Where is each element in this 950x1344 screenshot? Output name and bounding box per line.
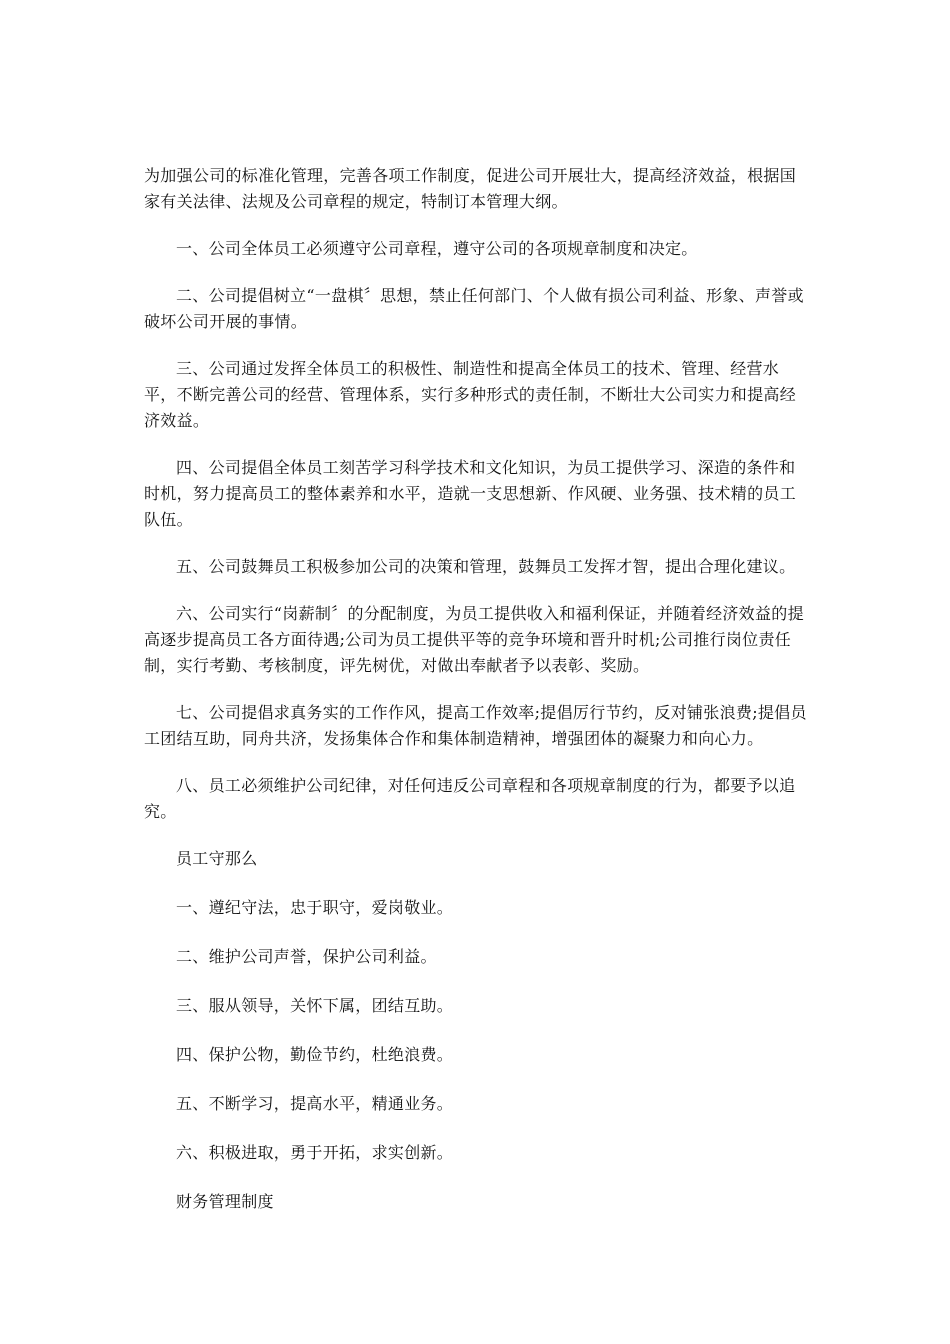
intro-paragraph: 为加强公司的标准化管理，完善各项工作制度，促进公司开展壮大，提高经济效益，根据国家有关法律、法规及公司章程的规定，特制订本管理大纲。 [144,166,797,211]
rule-2: 二、维护公司声誉，保护公司利益。 [176,947,437,966]
principle-1: 一、公司全体员工必须遵守公司章程，遵守公司的各项规章制度和决定。 [176,239,698,258]
rule-4: 四、保护公物，勤俭节约，杜绝浪费。 [176,1045,454,1064]
principle-2: 二、公司提倡树立“一盘棋〞思想，禁止任何部门、个人做有损公司利益、形象、声誉或破坏公司开展的事情。 [144,286,804,331]
rule-5: 五、不断学习，提高水平，精通业务。 [176,1094,454,1113]
rules-heading: 员工守那么 [176,849,258,868]
principle-7: 七、公司提倡求真务实的工作作风，提高工作效率;提倡厉行节约，反对铺张浪费;提倡员工团结互助，同舟共济，发扬集体合作和集体制造精神，增强团体的凝聚力和向心力。 [144,703,807,748]
finance-heading: 财务管理制度 [176,1192,274,1211]
document-body [144,163,808,1238]
principle-5: 五、公司鼓舞员工积极参加公司的决策和管理，鼓舞员工发挥才智，提出合理化建议。 [176,557,796,576]
principle-6: 六、公司实行“岗薪制〞的分配制度，为员工提供收入和福利保证，并随着经济效益的提高逐步提高员工各方面待遇;公司为员工提供平等的竞争环境和晋升时机;公司推行岗位责任制，实行考勤、考核制度，评先树优，对做出奉献者予以表彰、奖励。 [144,604,804,675]
principle-8: 八、员工必须维护公司纪律，对任何违反公司章程和各项规章制度的行为，都要予以追究。 [144,776,796,821]
rule-6: 六、积极进取，勇于开拓，求实创新。 [176,1143,454,1162]
principle-4: 四、公司提倡全体员工刻苦学习科学技术和文化知识，为员工提供学习、深造的条件和时机，努力提高员工的整体素养和水平，造就一支思想新、作风硬、业务强、技术精的员工队伍。 [144,458,797,529]
principle-3: 三、公司通过发挥全体员工的积极性、制造性和提高全体员工的技术、管理、经营水平，不断完善公司的经营、管理体系，实行多种形式的责任制，不断壮大公司实力和提高经济效益。 [144,359,797,430]
rule-3: 三、服从领导，关怀下属，团结互助。 [176,996,454,1015]
rule-1: 一、遵纪守法，忠于职守，爱岗敬业。 [176,898,454,917]
